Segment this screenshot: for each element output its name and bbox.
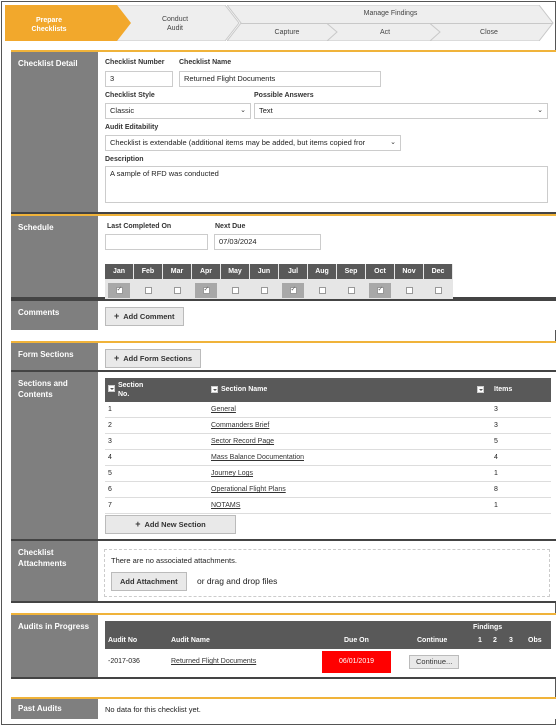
audit-row bbox=[105, 651, 551, 673]
audits-in-progress-label: Audits in Progress bbox=[11, 615, 98, 677]
month-checkbox[interactable] bbox=[174, 287, 181, 294]
month-oct bbox=[366, 264, 394, 279]
month-checkbox[interactable] bbox=[203, 287, 210, 294]
month-checkbox-cell bbox=[195, 283, 217, 298]
table-row bbox=[105, 482, 551, 498]
section-no: 4 bbox=[108, 454, 112, 461]
checklist-number-field[interactable]: 3 bbox=[105, 71, 173, 87]
section-name-link[interactable]: Journey Logs bbox=[211, 470, 254, 477]
section-no: 7 bbox=[108, 502, 112, 509]
sections-contents-label: Sections and Contents bbox=[11, 372, 98, 539]
continue-button[interactable]: Continue... bbox=[409, 655, 459, 669]
due-on-overdue: 06/01/2019 bbox=[322, 651, 391, 673]
comments-section bbox=[11, 299, 556, 330]
possible-answers-label: Possible Answers bbox=[254, 92, 314, 99]
form-sections-section bbox=[11, 341, 556, 372]
col-findings-1: 1 bbox=[478, 637, 482, 644]
month-checkbox-cell bbox=[427, 283, 449, 298]
section-name-link[interactable]: Sector Record Page bbox=[211, 438, 275, 445]
past-audits-section bbox=[11, 697, 556, 719]
month-label: May bbox=[221, 264, 249, 279]
month-jan bbox=[105, 264, 133, 279]
col-section-name: Section Name bbox=[221, 386, 268, 393]
month-checkbox[interactable] bbox=[406, 287, 413, 294]
description-label: Description bbox=[105, 156, 144, 163]
next-due-field[interactable]: 07/03/2024 bbox=[214, 234, 321, 250]
section-name-link[interactable]: Mass Balance Documentation bbox=[211, 454, 304, 461]
month-sep bbox=[337, 264, 365, 279]
add-new-section-button[interactable]: + Add New Section bbox=[105, 515, 236, 534]
attachments-label: Checklist Attachments bbox=[11, 541, 98, 601]
audit-editability-value: Checklist is extendable (additional items may be added, but items copied fror bbox=[110, 138, 366, 147]
month-checkbox-cell bbox=[398, 283, 420, 298]
plus-icon: + bbox=[114, 353, 120, 363]
audit-editability-label: Audit Editability bbox=[105, 124, 159, 131]
last-completed-field[interactable] bbox=[105, 234, 208, 250]
chevron-down-icon: ⌄ bbox=[390, 139, 396, 146]
possible-answers-select[interactable] bbox=[254, 103, 548, 119]
audits-in-progress-section bbox=[11, 613, 556, 679]
audit-no-value: -2017-036 bbox=[108, 658, 140, 665]
month-checkbox-cell bbox=[166, 283, 188, 298]
section-name-link[interactable]: General bbox=[211, 406, 236, 413]
chevron-down-icon: ⌄ bbox=[537, 107, 543, 114]
month-checkbox[interactable] bbox=[290, 287, 297, 294]
step-prepare-line2: Checklists bbox=[31, 26, 67, 33]
section-no: 2 bbox=[108, 422, 112, 429]
plus-icon: + bbox=[135, 519, 141, 529]
month-label: Jul bbox=[279, 264, 307, 279]
month-dec bbox=[424, 264, 452, 279]
section-items-count: 5 bbox=[494, 438, 498, 445]
month-jun bbox=[250, 264, 278, 279]
section-items-count: 4 bbox=[494, 454, 498, 461]
month-checkbox[interactable] bbox=[319, 287, 326, 294]
col-continue: Continue bbox=[417, 637, 448, 644]
month-label: Feb bbox=[134, 264, 162, 279]
table-row bbox=[105, 402, 551, 418]
month-checkbox-cell bbox=[137, 283, 159, 298]
month-checkbox-cell bbox=[340, 283, 362, 298]
section-items-count: 3 bbox=[494, 406, 498, 413]
col-due-on: Due On bbox=[344, 637, 369, 644]
section-items-count: 3 bbox=[494, 422, 498, 429]
no-attachments-text: There are no associated attachments. bbox=[111, 556, 237, 565]
audit-editability-select[interactable] bbox=[105, 135, 401, 151]
month-aug bbox=[308, 264, 336, 279]
col-obs: Obs bbox=[528, 637, 542, 644]
schedule-section bbox=[11, 214, 556, 299]
month-label: Apr bbox=[192, 264, 220, 279]
checklist-detail-label: Checklist Detail bbox=[11, 52, 98, 212]
sort-dropdown-icon[interactable] bbox=[477, 386, 484, 393]
checklist-style-label: Checklist Style bbox=[105, 92, 155, 99]
month-checkbox[interactable] bbox=[261, 287, 268, 294]
schedule-label: Schedule bbox=[11, 216, 98, 297]
month-may bbox=[221, 264, 249, 279]
step-manage-findings bbox=[227, 5, 554, 41]
section-name-link[interactable]: Commanders Brief bbox=[211, 422, 270, 429]
month-schedule-grid bbox=[105, 264, 453, 302]
section-no: 3 bbox=[108, 438, 112, 445]
attachment-dropzone[interactable] bbox=[104, 549, 550, 597]
step-prepare-checklists[interactable] bbox=[5, 5, 133, 41]
checklist-style-select[interactable] bbox=[105, 103, 251, 119]
next-due-label: Next Due bbox=[215, 223, 246, 230]
section-items-count: 8 bbox=[494, 486, 498, 493]
audits-table bbox=[105, 621, 551, 675]
add-form-sections-button[interactable]: + Add Form Sections bbox=[105, 349, 201, 368]
manage-findings-title: Manage Findings bbox=[363, 10, 418, 17]
section-no: 6 bbox=[108, 486, 112, 493]
month-label: Nov bbox=[395, 264, 423, 279]
month-apr bbox=[192, 264, 220, 279]
col-section-no-line1: Section bbox=[118, 382, 144, 389]
month-checkbox[interactable] bbox=[145, 287, 152, 294]
col-items: Items bbox=[494, 386, 513, 393]
month-checkbox[interactable] bbox=[116, 287, 123, 294]
checklist-detail-section bbox=[11, 50, 556, 214]
section-name-link[interactable]: Operational Flight Plans bbox=[211, 486, 286, 493]
sort-dropdown-icon[interactable] bbox=[211, 386, 218, 393]
audit-name-link[interactable]: Returned Flight Documents bbox=[171, 658, 257, 665]
drag-drop-text: or drag and drop files bbox=[197, 576, 278, 586]
month-checkbox-cell bbox=[253, 283, 275, 298]
sort-dropdown-icon[interactable] bbox=[108, 385, 115, 392]
month-nov bbox=[395, 264, 423, 279]
month-checkbox[interactable] bbox=[348, 287, 355, 294]
month-label: Oct bbox=[366, 264, 394, 279]
month-checkbox-cell bbox=[108, 283, 130, 298]
month-checkbox-cell bbox=[311, 283, 333, 298]
month-checkbox-cell bbox=[369, 283, 391, 298]
month-label: Dec bbox=[424, 264, 452, 279]
month-checkbox[interactable] bbox=[435, 287, 442, 294]
last-completed-label: Last Completed On bbox=[107, 223, 172, 230]
sections-contents-section bbox=[11, 372, 556, 541]
process-steps bbox=[5, 5, 554, 41]
month-mar bbox=[163, 264, 191, 279]
substep-capture[interactable]: Capture bbox=[274, 29, 300, 36]
col-findings-2: 2 bbox=[493, 637, 497, 644]
month-feb bbox=[134, 264, 162, 279]
table-row bbox=[105, 450, 551, 466]
chevron-down-icon: ⌄ bbox=[240, 107, 246, 114]
month-checkbox-cell bbox=[224, 283, 246, 298]
month-checkbox[interactable] bbox=[377, 287, 384, 294]
section-name-link[interactable]: NOTAMS bbox=[211, 502, 241, 509]
month-checkbox-cell bbox=[282, 283, 304, 298]
add-comment-button[interactable]: + Add Comment bbox=[105, 307, 184, 326]
month-checkbox[interactable] bbox=[232, 287, 239, 294]
col-audit-name: Audit Name bbox=[171, 637, 210, 644]
comments-label: Comments bbox=[11, 301, 98, 330]
step-conduct-line1: Conduct bbox=[161, 16, 189, 23]
month-label: Sep bbox=[337, 264, 365, 279]
checklist-name-label: Checklist Name bbox=[179, 59, 232, 66]
step-conduct-line2: Audit bbox=[167, 25, 183, 32]
section-items-count: 1 bbox=[494, 502, 498, 509]
col-findings: Findings bbox=[473, 624, 503, 631]
possible-answers-value: Text bbox=[259, 106, 273, 115]
sections-table bbox=[105, 378, 551, 514]
plus-icon: + bbox=[114, 311, 120, 321]
sections-table-header bbox=[105, 378, 551, 402]
substep-close[interactable]: Close bbox=[480, 29, 498, 36]
month-label: Aug bbox=[308, 264, 336, 279]
checklist-name-field[interactable]: Returned Flight Documents bbox=[179, 71, 381, 87]
month-label: Jun bbox=[250, 264, 278, 279]
section-items-count: 1 bbox=[494, 470, 498, 477]
step-prepare-line1: Prepare bbox=[35, 17, 63, 24]
section-no: 5 bbox=[108, 470, 112, 477]
substep-act[interactable]: Act bbox=[379, 29, 391, 36]
checklist-number-label: Checklist Number bbox=[105, 59, 165, 66]
description-textarea[interactable]: A sample of RFD was conducted bbox=[105, 166, 548, 203]
month-label: Jan bbox=[105, 264, 133, 279]
checklist-style-value: Classic bbox=[110, 106, 135, 115]
past-audits-label: Past Audits bbox=[11, 699, 98, 719]
add-attachment-button[interactable]: Add Attachment bbox=[111, 572, 187, 591]
month-jul bbox=[279, 264, 307, 279]
table-row bbox=[105, 434, 551, 450]
section-no: 1 bbox=[108, 406, 112, 413]
form-sections-label: Form Sections bbox=[11, 343, 98, 370]
table-row bbox=[105, 466, 551, 482]
page-frame bbox=[1, 1, 556, 725]
month-label: Mar bbox=[163, 264, 191, 279]
table-row bbox=[105, 418, 551, 434]
col-audit-no: Audit No bbox=[108, 637, 138, 644]
no-past-audits-text: No data for this checklist yet. bbox=[105, 705, 201, 714]
col-section-no-line2: No. bbox=[118, 391, 130, 398]
audits-table-header bbox=[105, 621, 551, 649]
attachments-section bbox=[11, 541, 556, 603]
table-row bbox=[105, 498, 551, 514]
col-findings-3: 3 bbox=[509, 637, 513, 644]
